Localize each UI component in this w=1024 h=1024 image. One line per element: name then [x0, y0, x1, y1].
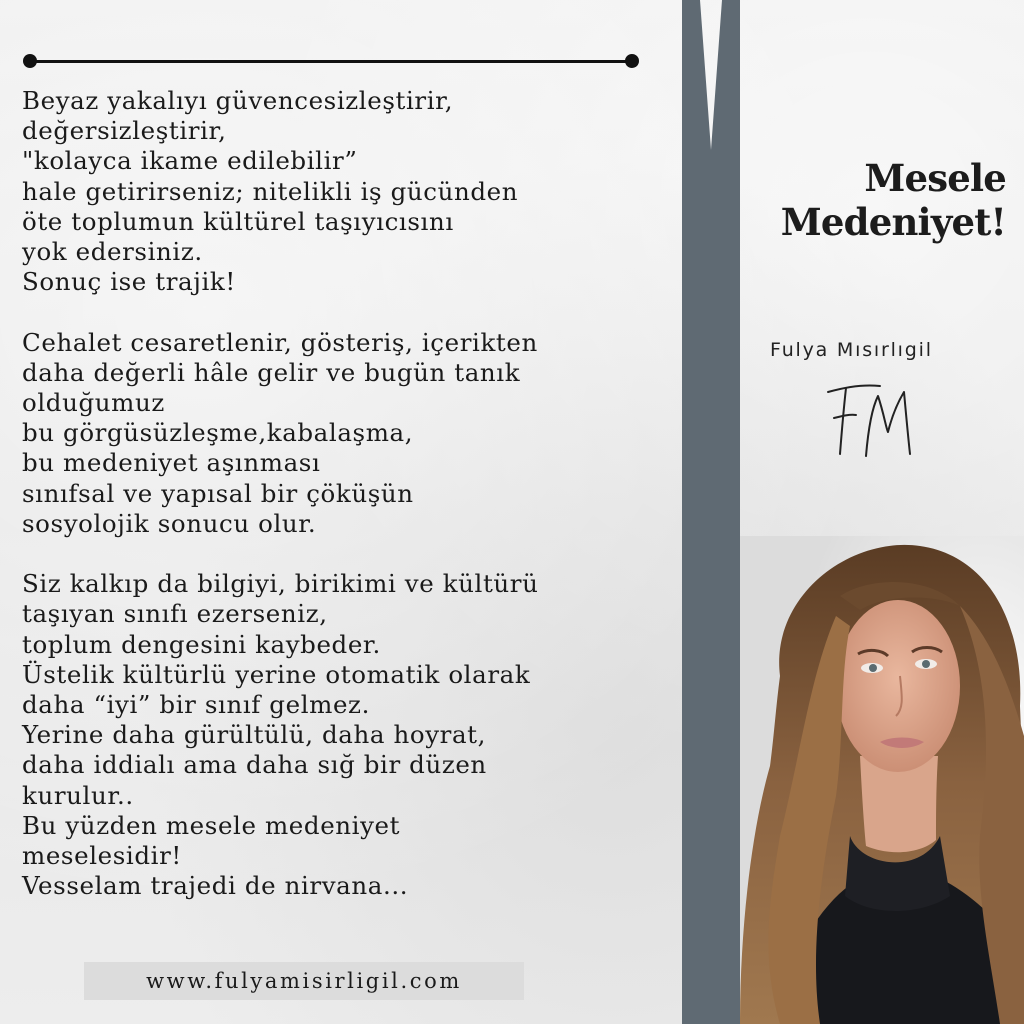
poem-line: yok edersiniz.	[22, 237, 203, 267]
website-label: www.fulyamisirligil.com	[84, 962, 524, 1000]
poem-line: hale getirirseniz; nitelikli iş gücünden	[22, 176, 519, 206]
poem-line: değersizleştirir,	[22, 116, 227, 146]
poem-line: toplum dengesini kaybeder.	[22, 629, 381, 659]
poem-line: taşıyan sınıfı ezerseniz,	[22, 599, 328, 629]
poem-line: Bu yüzden mesele medeniyet	[22, 810, 401, 840]
signature-monogram	[814, 366, 924, 466]
poem-line: Sonuç ise trajik!	[22, 267, 236, 297]
poem-line: Üstelik kültürlü yerine otomatik olarak	[22, 659, 531, 689]
poem-line: Yerine daha gürültülü, daha hoyrat,	[22, 720, 487, 750]
poem-line: bu medeniyet aşınması	[22, 448, 321, 478]
portrait-photo	[740, 536, 1024, 1024]
headline-line-2: Medeniyet!	[780, 200, 1006, 244]
poem-line: Vesselam trajedi de nirvana...	[22, 871, 409, 901]
poem-line: öte toplumun kültürel taşıyıcısını	[22, 206, 454, 236]
poem-line: sosyolojik sonucu olur.	[22, 508, 317, 538]
poem-line: daha iddialı ama daha sığ bir düzen	[22, 750, 487, 780]
poem-line: meselesidir!	[22, 841, 182, 871]
poem-line: "kolayca ikame edilebilir”	[22, 146, 358, 176]
stripe-shape	[682, 0, 740, 1024]
poem-line: kurulur..	[22, 780, 134, 810]
poem-line: daha değerli hâle gelir ve bugün tanık	[22, 357, 521, 387]
poem-line: olduğumuz	[22, 388, 165, 418]
poem-line: Cehalet cesaretlenir, gösteriş, içerikten	[22, 327, 538, 357]
headline	[781, 156, 1006, 244]
poem-line: bu görgüsüzleşme,kabalaşma,	[22, 418, 414, 448]
headline-line-1: Mesele	[864, 156, 1006, 200]
poem-line: sınıfsal ve yapısal bir çöküşün	[22, 478, 414, 508]
poem-line: Siz kalkıp da bilgiyi, birikimi ve kültürü	[22, 569, 539, 599]
poem-line: daha “iyi” bir sınıf gelmez.	[22, 690, 370, 720]
poem-line: Beyaz yakalıyı güvencesizleştirir,	[22, 86, 454, 115]
author-name: Fulya Mısırlıgil	[770, 339, 933, 361]
